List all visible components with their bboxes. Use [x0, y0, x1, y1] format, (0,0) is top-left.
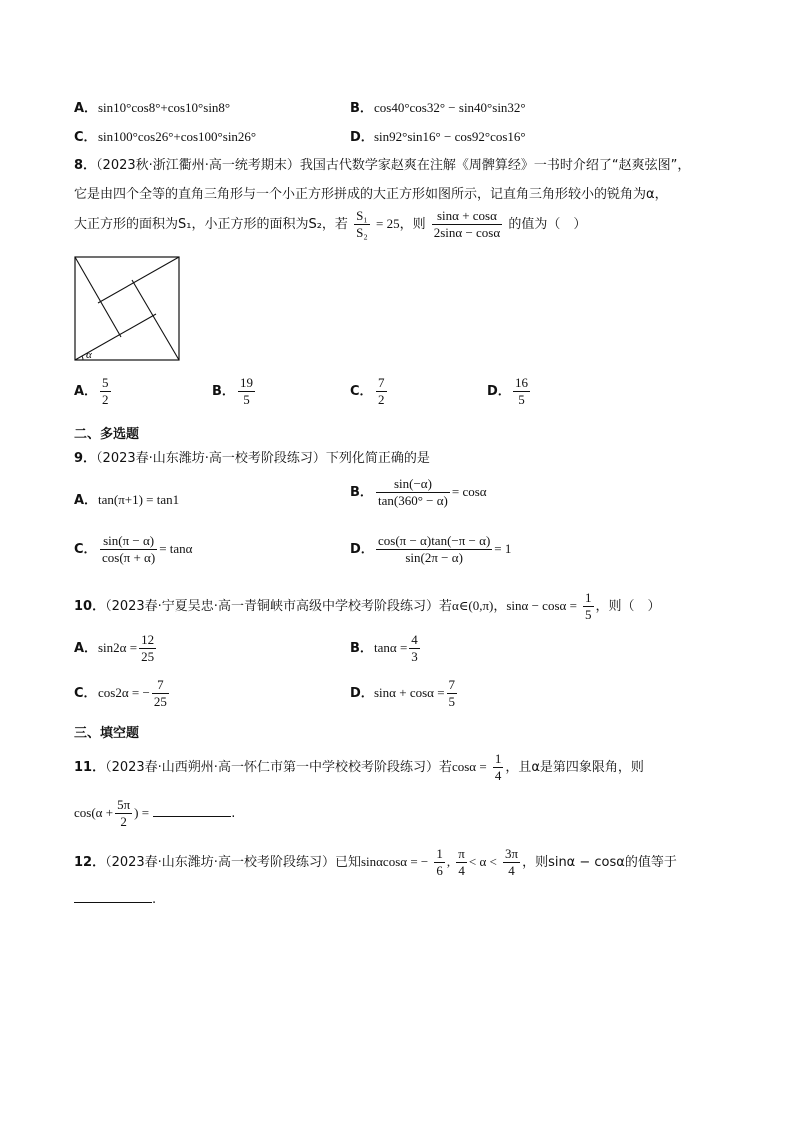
angle-arc [82, 356, 83, 360]
q10-option-c: C．cos2α = − $\frac{7}{25}$ [74, 677, 167, 709]
alpha-label: α [86, 349, 92, 361]
q9-option-a: A．tan(π+1) = tan1 [74, 492, 180, 508]
q12-answer-line: . [74, 890, 156, 907]
q8-option-b: B． $\frac{19}{5}$ [212, 375, 253, 407]
q9-stem: 9．（2023春·山东潍坊·高一校考阶段练习）下列化简正确的是 [74, 451, 430, 466]
q12-answer-blank[interactable] [74, 890, 152, 903]
q8-option-d: D． $\frac{16}{5}$ [487, 375, 528, 407]
q11-answer-line: cos(α + $\frac{5\pi}{2}$ ) = . [74, 797, 236, 829]
q9-option-b: B． $\frac{\sin(-\alpha)}{\tan(360^\circ - \alpha)}$ = cosα [350, 476, 487, 508]
q10-stem: 10．（2023春·宁夏吴忠·高一青铜峡市高级中学校考阶段练习）若α∈(0,π)，sinα − cosα = $\frac{1}{5}$ ，则（ ） [74, 590, 661, 622]
q10-option-b: B．tanα = $\frac{4}{3}$ [350, 632, 418, 664]
q9-option-d: D． $\frac{\cos(\pi - \alpha)\tan(-\pi - \alpha)}{\sin(2\pi - \alpha)}$ = 1 [350, 533, 512, 565]
q10-option-a: A．sin2α = $\frac{12}{25}$ [74, 632, 155, 664]
q8-ratio-fraction: $\frac{\text{S₁}}{\text{S₂}}$ [356, 208, 368, 240]
triangle-edge-4 [132, 280, 179, 360]
section-multiple-choice-heading: 二、多选题 [74, 427, 140, 442]
q8-line2: 它是由四个全等的直角三角形与一个小正方形拼成的大正方形如图所示，记直角三角形较小的锐角为α， [74, 187, 668, 202]
outer-square [75, 257, 179, 360]
q8-line3: 大正方形的面积为S₁，小正方形的面积为S₂，若 $\frac{\text{S₁}}{\text{S₂}}$ = 25，则 $\frac{\sin\alpha + \cos\alpha}{2\sin\alpha - \cos\alpha}$ 的值为（ ） [74, 208, 587, 240]
q8-option-a: A． $\frac{5}{2}$ [74, 375, 109, 407]
section-fill-in-heading: 三、填空题 [74, 726, 140, 741]
q7-option-a: A．sin10°cos8°+cos10°sin8° [74, 100, 231, 116]
q7-option-b: B．cos40°cos32° − sin40°sin32° [350, 100, 526, 116]
q8-target-fraction: $\frac{\sin\alpha + \cos\alpha}{2\sin\alpha - \cos\alpha}$ [433, 208, 501, 240]
q10-option-d: D．sinα + cosα = $\frac{7}{5}$ [350, 677, 456, 709]
q8-line1: 8．（2023秋·浙江衢州·高一统考期末）我国古代数学家赵爽在注解《周髀算经》一书时介绍了“赵爽弦图”， [74, 158, 691, 173]
q7-option-d: D．sin92°sin16° − cos92°cos16° [350, 129, 526, 145]
q11-answer-blank[interactable] [153, 804, 231, 817]
q12-stem: 12．（2023春·山东潍坊·高一校考阶段练习）已知sinαcosα = − $\frac{1}{6}$ , $\frac{\pi}{4}$ < α < $\frac{3\pi}{4}$ ，则sinα − cosα的值等于 [74, 846, 677, 878]
q9-option-c: C． $\frac{\sin(\pi - \alpha)}{\cos(\pi + \alpha)}$ = tanα [74, 533, 193, 565]
q7-option-c: C．sin100°cos26°+cos100°sin26° [74, 129, 257, 145]
q8-option-c: C． $\frac{7}{2}$ [350, 375, 385, 407]
zhao-shuang-diagram [74, 256, 182, 362]
triangle-edge-3 [98, 257, 179, 303]
q11-stem: 11．（2023春·山西朔州·高一怀仁市第一中学校校考阶段练习）若cosα = $\frac{1}{4}$ ，且α是第四象限角，则 [74, 751, 644, 783]
triangle-edge-2 [75, 257, 121, 337]
